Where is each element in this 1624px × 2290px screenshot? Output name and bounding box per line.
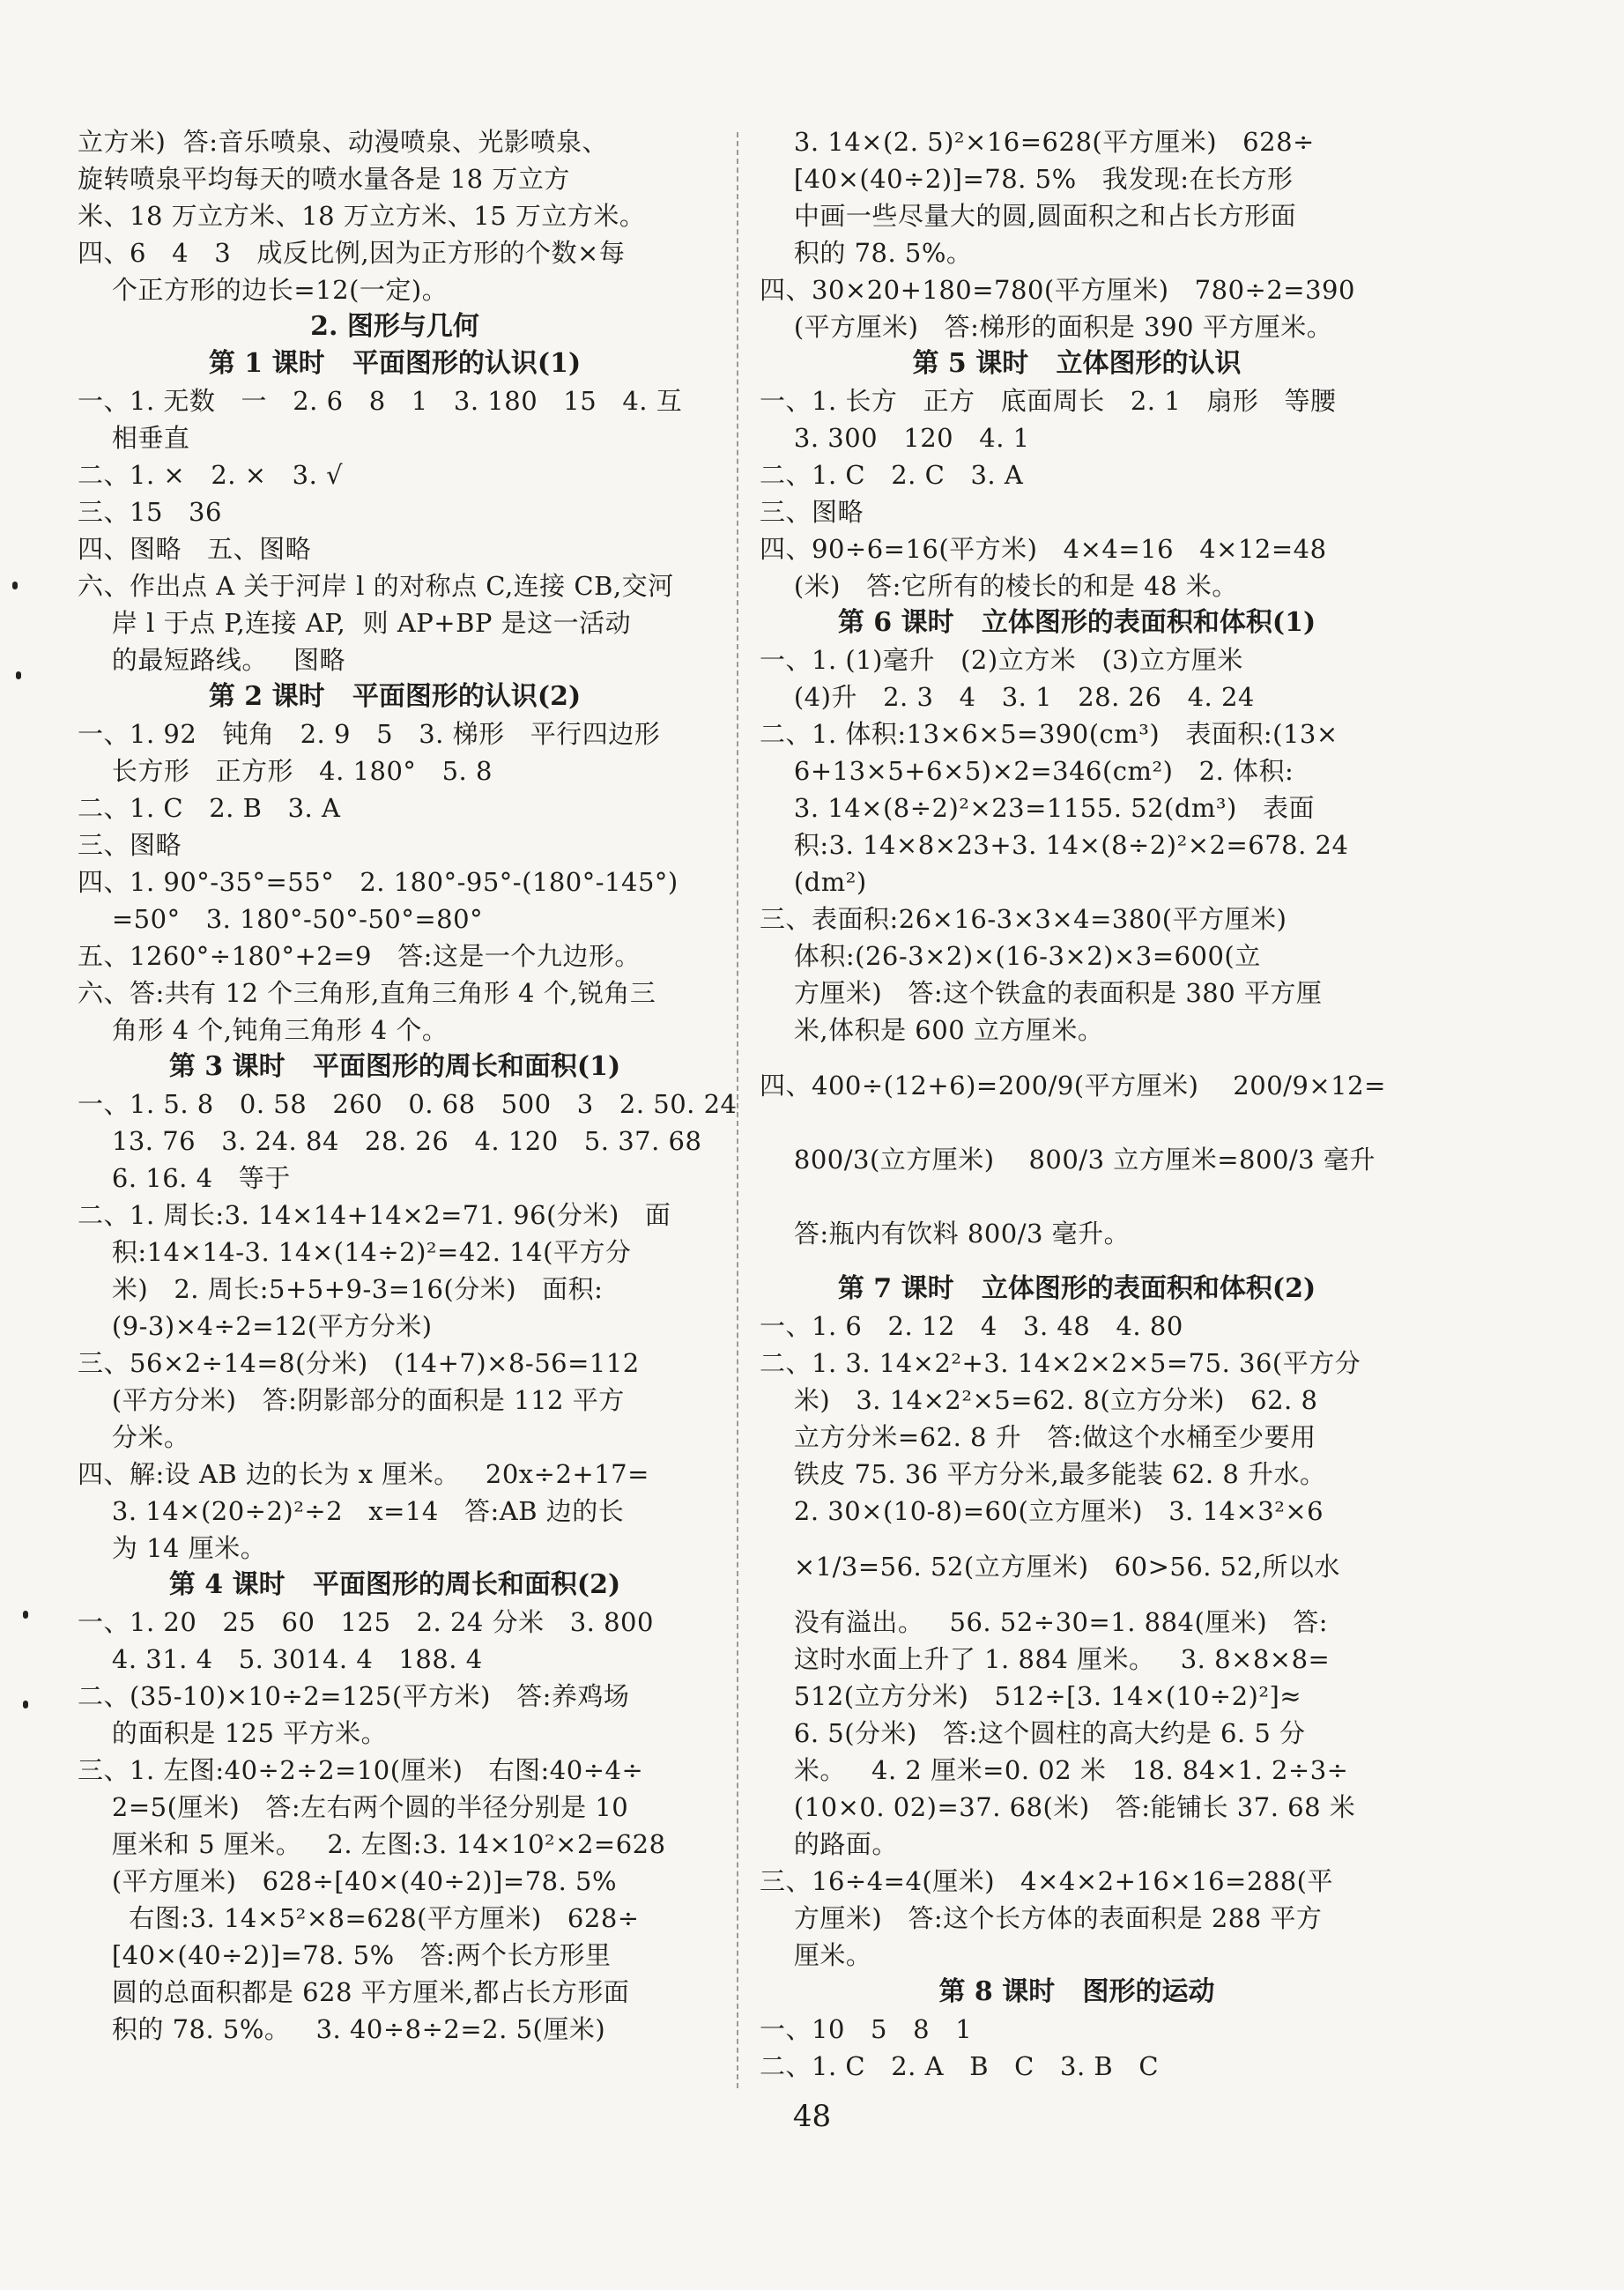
answer-line: 一、1. 92 钝角 2. 9 5 3. 梯形 平行四边形 <box>78 719 661 749</box>
answer-line: 2=5(厘米) 答:左右两个圆的半径分别是 10 <box>78 1792 629 1822</box>
answer-line: 积的 78. 5%。 <box>760 238 973 268</box>
answer-line: 一、1. (1)毫升 (2)立方米 (3)立方厘米 <box>760 645 1243 675</box>
answer-line: 二、1. C 2. C 3. A <box>760 460 1024 490</box>
answer-line: 米) 3. 14×2²×5=62. 8(立方分米) 62. 8 <box>760 1385 1318 1415</box>
answer-line: 一、1. 20 25 60 125 2. 24 分米 3. 800 <box>78 1607 654 1637</box>
answer-line: 六、作出点 A 关于河岸 l 的对称点 C,连接 CB,交河 <box>78 571 674 601</box>
answer-line: 四、30×20+180=780(平方厘米) 780÷2=390 <box>760 275 1355 305</box>
answer-line: 二、1. 3. 14×2²+3. 14×2×2×5=75. 36(平方分 <box>760 1348 1361 1378</box>
answer-line: 四、图略 五、图略 <box>78 534 312 564</box>
page-number: 48 <box>792 2099 832 2134</box>
margin-mark <box>23 1701 28 1708</box>
answer-line: 一、1. 5. 8 0. 58 260 0. 68 500 3 2. 50. 24 <box>78 1089 738 1119</box>
answer-line: 三、表面积:26×16-3×3×4=380(平方厘米) <box>760 904 1287 934</box>
answer-line: 这时水面上升了 1. 884 厘米。 3. 8×8×8= <box>760 1644 1331 1674</box>
section-heading: 第 5 课时 立体图形的认识 <box>912 348 1242 379</box>
answer-line: [40×(40÷2)]=78. 5% 我发现:在长方形 <box>760 164 1294 194</box>
answer-line: 3. 300 120 4. 1 <box>760 423 1030 453</box>
answer-line: 二、1. C 2. A B C 3. B C <box>760 2051 1160 2081</box>
answer-line: 米) 2. 周长:5+5+9-3=16(分米) 面积: <box>78 1274 604 1304</box>
answer-line: (平方分米) 答:阴影部分的面积是 112 平方 <box>78 1385 625 1415</box>
answer-line: (dm²) <box>760 867 867 897</box>
answer-line: 二、1. × 2. × 3. √ <box>78 460 344 490</box>
answer-line: 长方形 正方形 4. 180° 5. 8 <box>78 756 493 786</box>
answer-line: [40×(40÷2)]=78. 5% 答:两个长方形里 <box>78 1940 612 1970</box>
section-heading: 第 3 课时 平面图形的周长和面积(1) <box>168 1051 621 1082</box>
section-heading: 第 4 课时 平面图形的周长和面积(2) <box>168 1569 621 1600</box>
answer-line: 四、90÷6=16(平方米) 4×4=16 4×12=48 <box>760 534 1327 564</box>
answer-line: 的最短路线。 图略 <box>78 645 346 675</box>
answer-line: (平方厘米) 628÷[40×(40÷2)]=78. 5% <box>78 1866 618 1896</box>
answer-line: 体积:(26-3×2)×(16-3×2)×3=600(立 <box>760 941 1261 971</box>
answer-line: 一、10 5 8 1 <box>760 2014 973 2044</box>
answer-line: 中画一些尽量大的圆,圆面积之和占长方形面 <box>760 201 1297 231</box>
answer-line: 三、图略 <box>78 830 182 860</box>
answer-line: 右图:3. 14×5²×8=628(平方厘米) 628÷ <box>78 1903 640 1933</box>
answer-line: 一、1. 长方 正方 底面周长 2. 1 扇形 等腰 <box>760 386 1337 416</box>
answer-line: 相垂直 <box>78 423 190 453</box>
answer-line: 米、18 万立方米、18 万立方米、15 万立方米。 <box>78 201 646 231</box>
answer-line: 积:14×14-3. 14×(14÷2)²=42. 14(平方分 <box>78 1237 632 1267</box>
answer-line: 三、56×2÷14=8(分米) (14+7)×8-56=112 <box>78 1348 640 1378</box>
margin-mark <box>12 582 18 589</box>
answer-line: 五、1260°÷180°+2=9 答:这是一个九边形。 <box>78 941 641 971</box>
answer-line: 六、答:共有 12 个三角形,直角三角形 4 个,锐角三 <box>78 978 656 1008</box>
answer-line: 800/3(立方厘米) 800/3 立方厘米=800/3 毫升 <box>760 1145 1376 1175</box>
answer-line: 答:瓶内有饮料 800/3 毫升。 <box>760 1219 1131 1249</box>
answer-line: 三、1. 左图:40÷2÷2=10(厘米) 右图:40÷4÷ <box>78 1755 644 1785</box>
answer-line: 4. 31. 4 5. 3014. 4 188. 4 <box>78 1644 483 1674</box>
answer-line: 二、1. 体积:13×6×5=390(cm³) 表面积:(13× <box>760 719 1339 749</box>
answer-line: 三、16÷4=4(厘米) 4×4×2+16×16=288(平 <box>760 1866 1333 1896</box>
section-heading: 第 6 课时 立体图形的表面积和体积(1) <box>837 607 1316 638</box>
answer-line: 积:3. 14×8×23+3. 14×(8÷2)²×2=678. 24 <box>760 830 1349 860</box>
answer-line: 积的 78. 5%。 3. 40÷8÷2=2. 5(厘米) <box>78 2014 606 2044</box>
section-heading: 第 1 课时 平面图形的认识(1) <box>208 348 582 379</box>
answer-line: 旋转喷泉平均每天的喷水量各是 18 万立方 <box>78 164 570 194</box>
margin-mark <box>23 1611 28 1619</box>
section-heading: 2. 图形与几何 <box>310 311 479 342</box>
answer-line: 四、6 4 3 成反比例,因为正方形的个数×每 <box>78 238 626 268</box>
answer-line: 3. 14×(20÷2)²÷2 x=14 答:AB 边的长 <box>78 1496 625 1526</box>
answer-line: 一、1. 无数 一 2. 6 8 1 3. 180 15 4. 互 <box>78 386 683 416</box>
answer-line: 为 14 厘米。 <box>78 1533 267 1563</box>
answer-line: 512(立方分米) 512÷[3. 14×(10÷2)²]≈ <box>760 1681 1302 1711</box>
answer-line: 立方分米=62. 8 升 答:做这个水桶至少要用 <box>760 1422 1316 1452</box>
answer-line: 二、1. 周长:3. 14×14+14×2=71. 96(分米) 面 <box>78 1200 671 1230</box>
answer-line: 米。 4. 2 厘米=0. 02 米 18. 84×1. 2÷3÷ <box>760 1755 1349 1785</box>
margin-mark <box>16 671 21 679</box>
answer-line: 方厘米) 答:这个铁盒的表面积是 380 平方厘 <box>760 978 1323 1008</box>
answer-line: (米) 答:它所有的棱长的和是 48 米。 <box>760 571 1238 601</box>
answer-line: 6+13×5+6×5)×2=346(cm²) 2. 体积: <box>760 756 1294 786</box>
answer-line: (平方厘米) 答:梯形的面积是 390 平方厘米。 <box>760 312 1333 342</box>
answer-line: 13. 76 3. 24. 84 28. 26 4. 120 5. 37. 68 <box>78 1126 702 1156</box>
answer-line: 的路面。 <box>760 1829 898 1859</box>
answer-line: 一、1. 6 2. 12 4 3. 48 4. 80 <box>760 1311 1183 1341</box>
answer-line: 铁皮 75. 36 平方分米,最多能装 62. 8 升水。 <box>760 1459 1326 1489</box>
answer-line: 6. 5(分米) 答:这个圆柱的高大约是 6. 5 分 <box>760 1718 1306 1748</box>
section-heading: 第 7 课时 立体图形的表面积和体积(2) <box>837 1273 1316 1304</box>
answer-line: ×1/3=56. 52(立方厘米) 60>56. 52,所以水 <box>760 1552 1340 1582</box>
answer-line: 四、解:设 AB 边的长为 x 厘米。 20x÷2+17= <box>78 1459 649 1489</box>
answer-line: (4)升 2. 3 4 3. 1 28. 26 4. 24 <box>760 682 1255 712</box>
answer-line: 四、1. 90°-35°=55° 2. 180°-95°-(180°-145°) <box>78 867 679 897</box>
left-column <box>78 123 738 2048</box>
answer-line: 3. 14×(8÷2)²×23=1155. 52(dm³) 表面 <box>760 793 1316 823</box>
answer-line: 个正方形的边长=12(一定)。 <box>78 275 449 305</box>
answer-line: 厘米。 <box>760 1940 872 1970</box>
answer-line: 分米。 <box>78 1422 190 1452</box>
answer-line: 3. 14×(2. 5)²×16=628(平方厘米) 628÷ <box>760 127 1315 157</box>
answer-line: 立方米) 答:音乐喷泉、动漫喷泉、光影喷泉、 <box>78 127 609 157</box>
answer-line: 三、图略 <box>760 497 864 527</box>
answer-line: 方厘米) 答:这个长方体的表面积是 288 平方 <box>760 1903 1323 1933</box>
answer-line: 四、400÷(12+6)=200/9(平方厘米) 200/9×12= <box>760 1071 1386 1101</box>
answer-line: 圆的总面积都是 628 平方厘米,都占长方形面 <box>78 1977 630 2007</box>
answer-line: (9-3)×4÷2=12(平方分米) <box>78 1311 433 1341</box>
answer-line: 岸 l 于点 P,连接 AP, 则 AP+BP 是这一活动 <box>78 608 632 638</box>
answer-line: 2. 30×(10-8)=60(立方厘米) 3. 14×3²×6 <box>760 1496 1324 1526</box>
section-heading: 第 8 课时 图形的运动 <box>938 1976 1215 2007</box>
answer-line: 厘米和 5 厘米。 2. 左图:3. 14×10²×2=628 <box>78 1829 666 1859</box>
answer-line: 三、15 36 <box>78 497 222 527</box>
answer-line: 二、1. C 2. B 3. A <box>78 793 341 823</box>
right-column <box>760 123 1394 2085</box>
answer-line: 的面积是 125 平方米。 <box>78 1718 388 1748</box>
answer-line: 6. 16. 4 等于 <box>78 1163 291 1193</box>
answer-line: 二、(35-10)×10÷2=125(平方米) 答:养鸡场 <box>78 1681 630 1711</box>
answer-line: =50° 3. 180°-50°-50°=80° <box>78 904 484 934</box>
answer-line: 角形 4 个,钝角三角形 4 个。 <box>78 1015 449 1045</box>
answer-line: (10×0. 02)=37. 68(米) 答:能铺长 37. 68 米 <box>760 1792 1356 1822</box>
answer-line: 米,体积是 600 立方厘米。 <box>760 1015 1104 1045</box>
answer-line: 没有溢出。 56. 52÷30=1. 884(厘米) 答: <box>760 1607 1329 1637</box>
section-heading: 第 2 课时 平面图形的认识(2) <box>208 681 582 712</box>
